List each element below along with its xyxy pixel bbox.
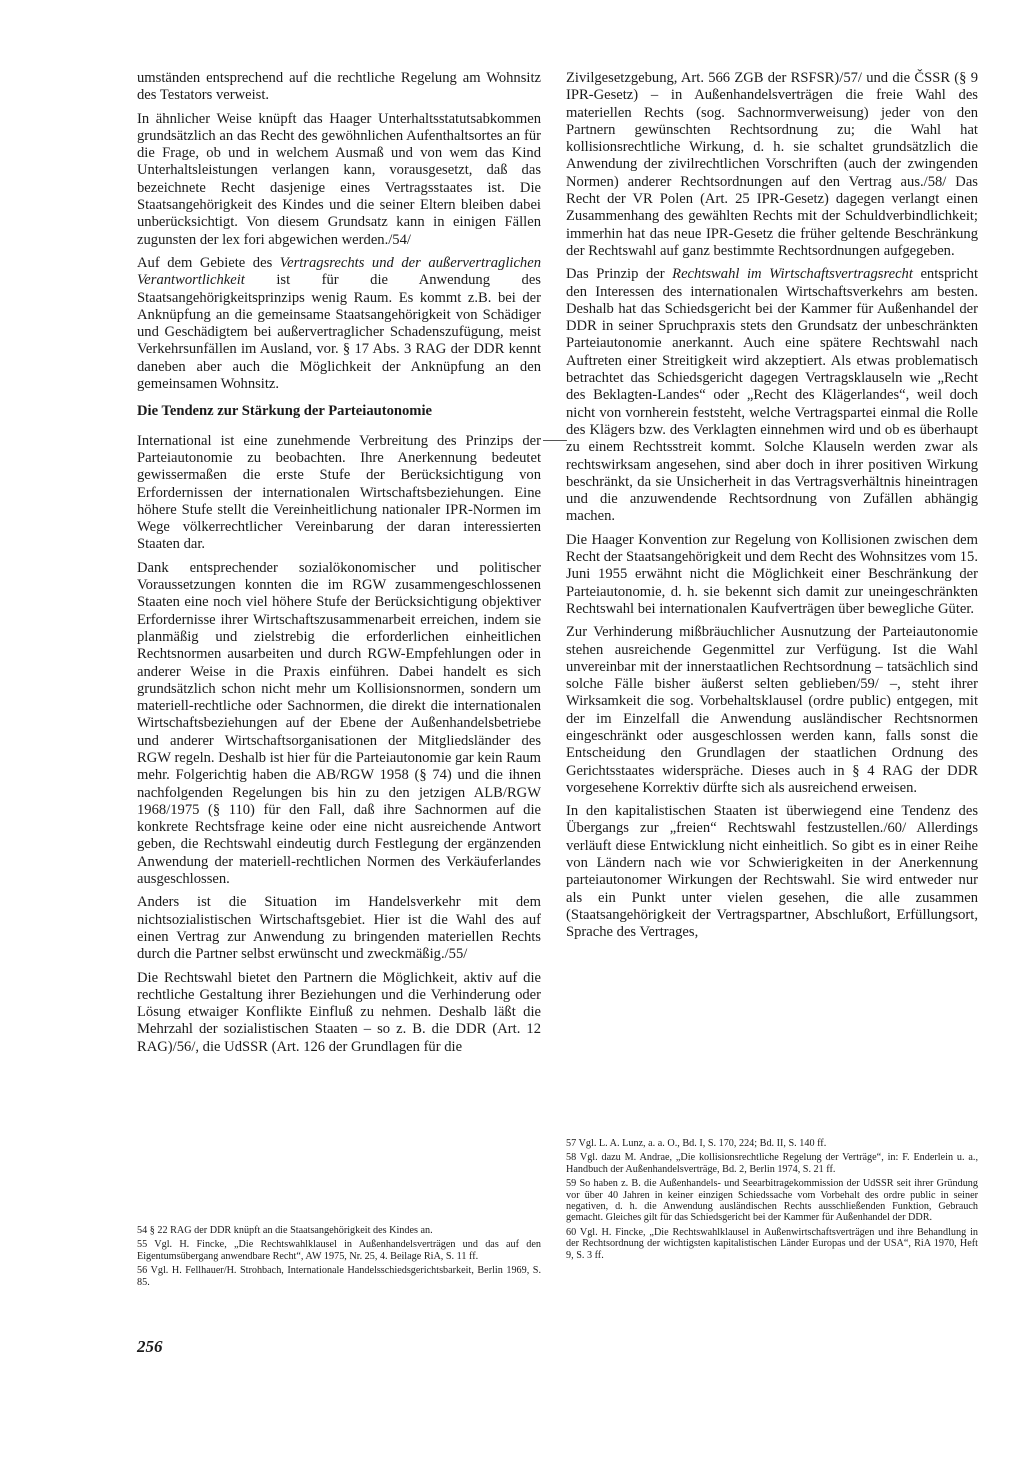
paragraph: Die Haager Konvention zur Regelung von Kollisionen zwischen dem Recht der Staatsangehörigkeit und dem Recht des Wohnsitzes vom 15. Juni 1955 erwähnt nicht die Möglichkeit einer Beschränkung der Parteiautonomie, d. h. sie bekennt sich damit zur uneingeschränkten Rechtswahl bei internationalen Kaufverträgen über bewegliche Güter. [566,531,978,617]
emphasis-text: Rechtswahl im Wirtschaftsvertragsrecht [672,266,913,283]
text-run: Auf dem Gebiete des [137,254,280,271]
paragraph: Zur Verhinderung mißbräuchlicher Ausnutzung der Parteiautonomie stehen ausreichende Gegenmittel zur Verfügung. Ist die Wahl unvereinbar mit der innerstaatlichen Rechtsordnung – tatsächlich sind solche Fälle bisher äußerst selten geblieben/59/ –, steht ihrer Wirksamkeit die sog. Vorbehaltsklausel (ordre public) entgegen, mit der im Einzelfall die Anwendung ausländischer Rechtsnormen eingeschränkt oder ausgeschlossen werden kann, falls sonst die Entscheidung den Grundlagen der staatlichen Ordnung des Gerichtsstaates widerspräche. Dieses auch in § 4 RAG der DDR vorgesehene Korrektiv dürfte sich als ausreichend erweisen. [566,624,978,796]
section-heading: Die Tendenz zur Stärkung der Parteiautonomie [137,403,432,420]
paragraph: In ähnlicher Weise knüpft das Haager Unterhaltsstatutsabkommen grundsätzlich an das Recht des gewöhnlichen Aufenthaltsortes an für die Frage, ob und in welchem Ausmaß und von wem das Kind Unterhaltsleistungen verlangen kann, vorausgesetzt, daß das bezeichnete Recht dasjenige eines Vertragsstaates ist. Die Staatsangehörigkeit des Kindes und die seiner Eltern bleiben dabei unberücksichtigt. Von diesem Grundsatz kann in einigen Fällen zugunsten der lex fori abgewichen werden./54/ [137,110,541,248]
paragraph [137,255,541,393]
left-column [137,70,541,1062]
footnote: 59 So haben z. B. die Außenhandels- und Seearbitragekommission der UdSSR seit ihrer Gründung vor über 40 Jahren in keiner einzigen Schiedssache vom Vorbehalt des ordre public in seiner negativen, d. h. die Anwendung ausländischen Rechts ausschließenden Funktion, Gebrauch gemacht. Gleiches gilt für das Schiedsgericht bei der Kammer für Außenhandel der DDR. [566,1178,978,1224]
footnote: 57 Vgl. L. A. Lunz, a. a. O., Bd. I, S. 170, 224; Bd. II, S. 140 ff. [566,1138,827,1149]
paragraph: Dank entsprechender sozialökonomischer und politischer Voraussetzungen konnten die im RGW zusammengeschlossenen Staaten eine noch viel höhere Stufe der Berücksichtigung objektiver Erfordernisse ihrer Wirtschaftszusammenarbeit erreichen, indem sie planmäßig und zielstrebig die erforderlichen einheitlichen Rechtsnormen ausarbeiten und durch RGW-Empfehlungen oder in anderer Weise in die Praxis einführen. Dabei handelt es sich grundsätzlich schon nicht mehr um Kollisionsnormen, sondern um materiell-rechtliche oder Sachnormen, die direkt die internationalen Wirtschaftsbeziehungen auf der Ebene der Außenhandelsbetriebe und anderer Wirtschaftsorganisationen der Mitgliedsländer des RGW regeln. Deshalb ist hier für die Parteiautonomie gar kein Raum mehr. Folgerichtig haben die AB/RGW 1958 (§ 74) und die ihnen nachfolgenden Regelungen bis hin zu den jetzigen ALB/RGW 1968/1975 (§ 110) für den Fall, daß ihre Sachnormen auf die konkrete Rechtsfrage keine oder eine nicht ausreichende Antwort geben, die Rechtswahl eindeutig durch Festlegung der ergänzenden Anwendung der materiell-rechtlichen Normen des Verkäuferlandes ausgeschlossen. [137,559,541,888]
footnotes-right [566,1138,978,1264]
text-run: entspricht den Interessen des internationalen Wirtschaftsverkehrs am besten. Deshalb hat das Schiedsgericht bei der Kammer für Außenhandel der DDR in seiner Spruchpraxis stets den Grundsatz der unbeschränkten Parteiautonomie anerkannt. Auch eine spätere Rechtswahl nach Auftreten einer Streitigkeit wird akzeptiert. Als etwas problematisch betrachtet das Schiedsgericht dagegen Vertragsklauseln wie „Recht des Beklagten-Landes“ oder „Recht des Klägerlandes“, weil doch nicht von vornherein feststeht, welche Vertragspartei einmal die Rolle des Klägers bzw. des Verklagten einnehmen wird und ob es überhaupt zu einem Rechtsstreit kommt. Solche Klauseln werden zwar als rechtswirksam angesehen, sind aber doch in ihrer positiven Wirkung beschränkt, da sie Unsicherheit in das Vertragsverhältnis hineintragen und die anzuwendende Rechtsordnung von Zufällen abhängig machen. [566,266,979,525]
page-number: 256 [137,1337,163,1356]
paragraph [566,266,978,525]
footnote: 58 Vgl. dazu M. Andrae, „Die kollisionsrechtliche Regelung der Verträge“, in: F. Enderlein u. a., Handbuch der Außenhandelsverträge, Bd. 2, Berlin 1974, S. 21 ff. [566,1152,978,1175]
footnote: 56 Vgl. H. Fellhauer/H. Strohbach, Internationale Handelsschiedsgerichtsbarkeit, Berlin 1969, S. 85. [137,1265,541,1288]
paragraph: Anders ist die Situation im Handelsverkehr mit dem nichtsozialistischen Wirtschaftsgebiet. Hier ist die Wahl des auf einen Vertrag zur Anwendung zu bringenden materiellen Rechts durch die Partner selbst erwünscht und zweckmäßig./55/ [137,894,541,963]
right-column [566,70,978,948]
footnote: 60 Vgl. H. Fincke, „Die Rechtswahlklausel in Außenwirtschaftsverträgen und ihre Behandlung in der Rechtsordnung der wichtigsten kapitalistischen Länder Europas und der USA“, RiA 1970, Heft 9, S. 3 ff. [566,1226,978,1261]
paragraph: Die Rechtswahl bietet den Partnern die Möglichkeit, aktiv auf die rechtliche Gestaltung ihrer Beziehungen und die Verhinderung oder Lösung etwaiger Konflikte Einfluß zu nehmen. Deshalb läßt die Mehrzahl der sozialistischen Staaten – so z. B. die DDR (Art. 12 RAG)/56/, die UdSSR (Art. 126 der Grundlagen für die [137,969,541,1055]
text-run: Das Prinzip der [566,266,673,283]
paragraph: Zivilgesetzgebung, Art. 566 ZGB der RSFSR)/57/ und die ČSSR (§ 9 IPR-Gesetz) – in Außenhandelsverträgen die freie Wahl des materiellen Rechts (sog. Sachnormverweisung) jeder von den Partnern gewünschten Rechtsordnung zu; die Wahl hat kollisionsrechtliche Wirkung, d. h. sie schaltet grundsätzlich die Anwendung der zivilrechtlichen Vorschriften (auch der zwingenden Normen) anderer Rechtsordnungen auf den Vertrag aus./58/ Das Recht der VR Polen (Art. 25 IPR-Gesetz) dagegen verlangt einen Zusammenhang des gewählten Rechts mit der Schuldverbindlichkeit; immerhin hat das neue IPR-Gesetz die früher geltende Beschränkung der Rechtswahl auf ganz bestimmte Rechtsordnungen aufgegeben. [566,70,978,259]
margin-mark [543,440,567,441]
text-run: ist für die Anwendung des Staatsangehörigkeitsprinzips wenig Raum. Es kommt z.B. bei der Anknüpfung an die gemeinsame Staatsangehörigkeit von Schädiger und Geschädigtem bei außervertraglicher Schadenszufügung, meist Verkehrsunfällen im Ausland, vor. § 17 Abs. 3 RAG der DDR kennt daneben aber auch die Möglichkeit der Anknüpfung an den gemeinsamen Wohnsitz. [137,272,541,393]
footnotes-left [137,1225,541,1291]
emphasis-text: Vertragsrechts und der außervertraglichen Verantwortlichkeit [137,254,541,289]
footnote: 54 § 22 RAG der DDR knüpft an die Staatsangehörigkeit des Kindes an. [137,1225,433,1236]
paragraph: In den kapitalistischen Staaten ist überwiegend eine Tendenz des Übergangs zur „freien“ Rechtswahl festzustellen./60/ Allerdings verläuft diese Entwicklung nicht einheitlich. So gibt es in einer Reihe von Ländern nach wie vor Schwierigkeiten in der Anerkennung parteiautonomer Wirkungen der Rechtswahl. Sie wird entweder nur als ein Punkt unter vielen gesehen, die alle zusammen (Staatsangehörigkeit der Vertragspartner, Abschlußort, Erfüllungsort, Sprache des Vertrages, [566,803,978,941]
paragraph: umständen entsprechend auf die rechtliche Regelung am Wohnsitz des Testators verweist. [137,70,541,104]
paragraph: International ist eine zunehmende Verbreitung des Prinzips der Parteiautonomie zu beobachten. Ihre Anerkennung bedeutet gewissermaßen die erste Stufe der Berücksichtigung von Erfordernissen der internationalen Wirtschaftsbeziehungen. Eine höhere Stufe stellt die Vereinheitlichung nationaler IPR-Normen im Wege völkerrechtlicher Vereinbarung der daran interessierten Staaten dar. [137,432,541,553]
footnote: 55 Vgl. H. Fincke, „Die Rechtswahlklausel in Außenhandelsverträgen und das auf den Eigentumsübergang anwendbare Recht“, AW 1975, Nr. 25, 4. Beilage RiA, S. 11 ff. [137,1239,541,1262]
